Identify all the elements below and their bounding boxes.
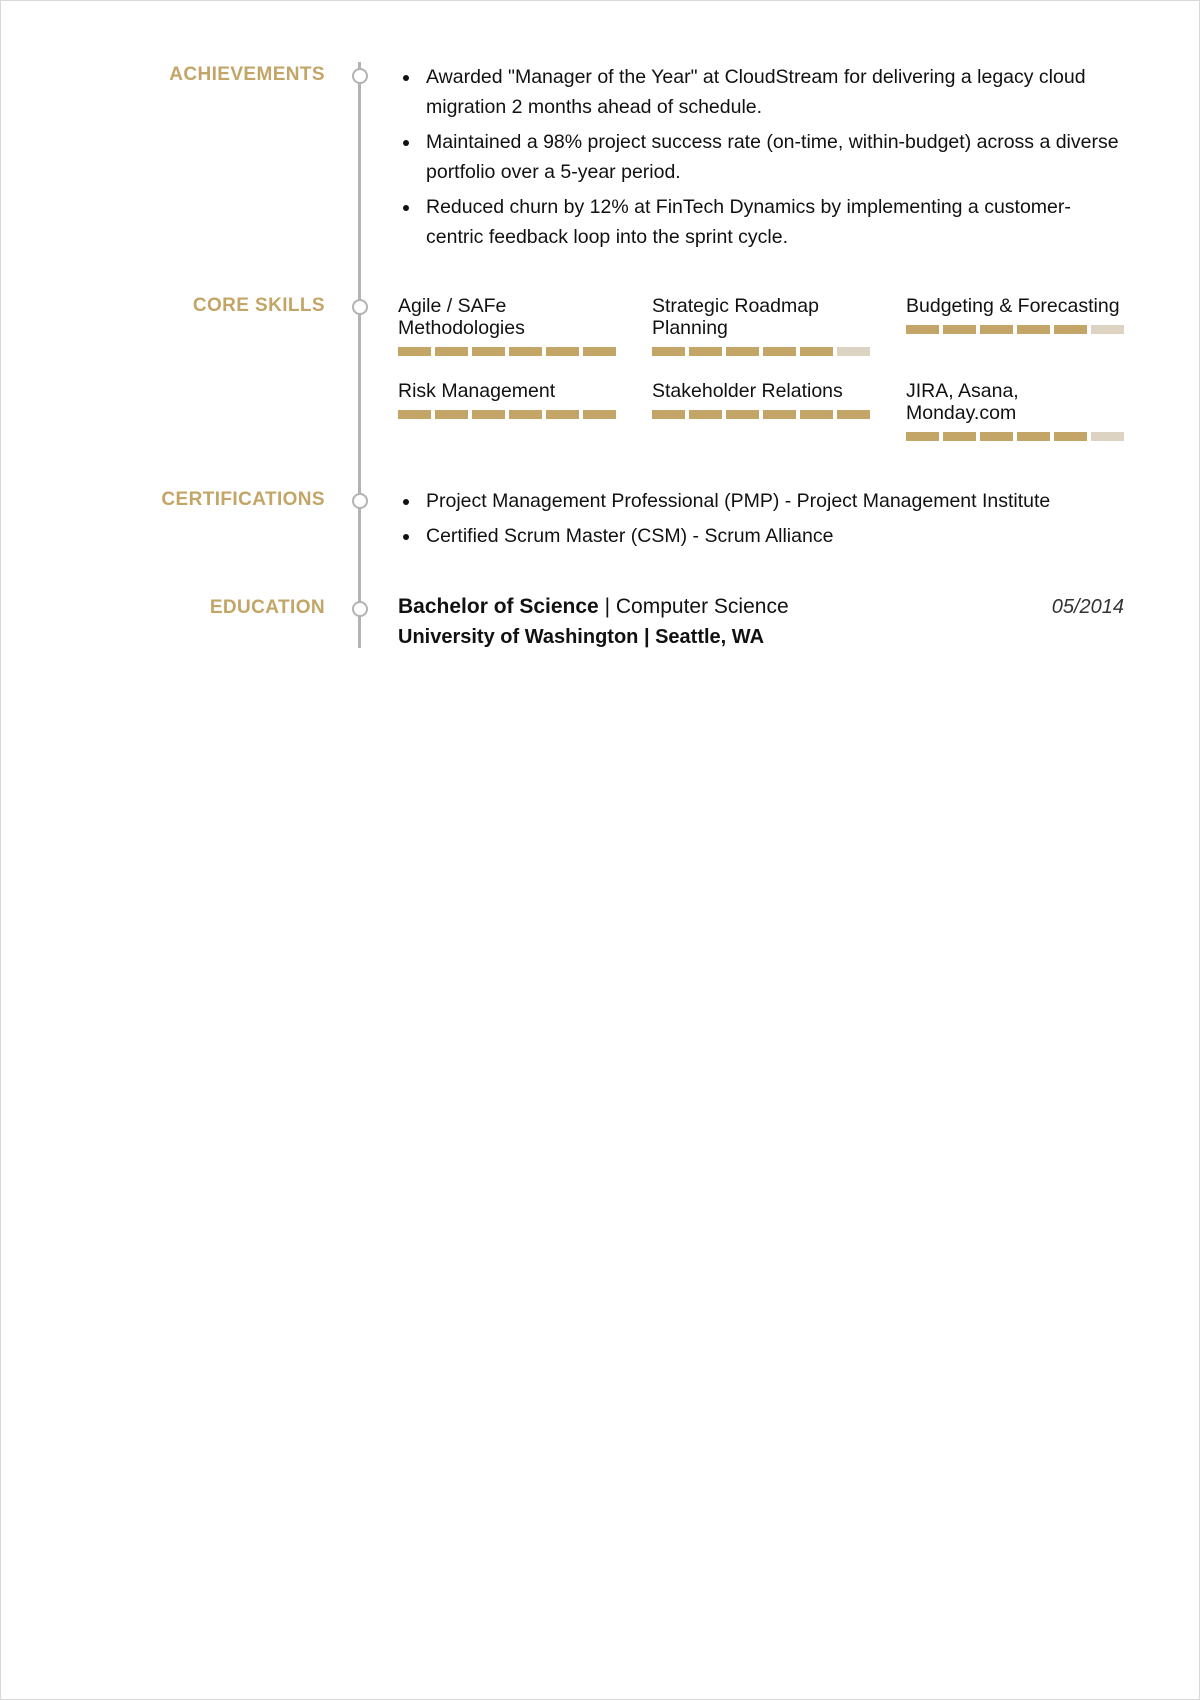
skill-level-segment-filled: [689, 410, 722, 419]
skill-level-segment-filled: [472, 347, 505, 356]
skill-level-segment-filled: [726, 347, 759, 356]
achievements-list: [398, 62, 1124, 252]
degree-field: Computer Science: [615, 595, 789, 618]
skill-level-segment-filled: [943, 325, 976, 334]
skills-grid: [398, 295, 1124, 441]
school-name: University of Washington | Seattle, WA: [398, 626, 765, 648]
skill-name: Stakeholder Relations: [652, 380, 843, 402]
skill-item: [652, 295, 870, 356]
skill-level-segment-filled: [1017, 325, 1050, 334]
skill-level-segment-filled: [800, 347, 833, 356]
list-item: Certified Scrum Master (CSM) - Scrum Alliance: [398, 521, 1124, 551]
skill-level-segment-empty: [1091, 325, 1124, 334]
skill-level-bar: [906, 325, 1124, 334]
timeline-node: [352, 601, 368, 617]
bullet-icon: [403, 534, 409, 540]
education-header: [398, 594, 1124, 624]
skill-name: Risk Management: [398, 380, 556, 402]
skill-level-segment-filled: [398, 410, 431, 419]
list-item: Reduced churn by 12% at FinTech Dynamics by implementing a customer-centric feedback loop into the sprint cycle.: [398, 192, 1124, 252]
skill-name: JIRA, Asana, Monday.com: [906, 380, 1019, 424]
bullet-icon: [403, 140, 409, 146]
timeline-node: [352, 493, 368, 509]
skill-level-segment-filled: [837, 410, 870, 419]
skill-level-segment-filled: [980, 432, 1013, 441]
bullet-icon: [403, 499, 409, 505]
skill-level-segment-filled: [652, 410, 685, 419]
certifications-list: [398, 486, 1124, 551]
timeline-line: [358, 62, 361, 648]
skill-level-segment-filled: [652, 347, 685, 356]
degree: [398, 595, 789, 618]
skill-level-segment-filled: [763, 410, 796, 419]
skill-level-bar: [652, 347, 870, 356]
bullet-icon: [403, 75, 409, 81]
skill-item: [906, 380, 1124, 441]
skill-level-segment-filled: [583, 410, 616, 419]
skill-level-segment-filled: [1017, 432, 1050, 441]
bullet-icon: [403, 205, 409, 211]
skill-level-bar: [652, 410, 870, 419]
section-title-certifications: CERTIFICATIONS: [161, 489, 325, 510]
skill-item: [398, 380, 616, 441]
skill-level-segment-filled: [906, 325, 939, 334]
skill-level-segment-filled: [943, 432, 976, 441]
degree-separator: |: [598, 595, 616, 618]
skill-level-bar: [906, 432, 1124, 441]
skill-level-segment-empty: [837, 347, 870, 356]
section-title-core-skills: CORE SKILLS: [192, 295, 325, 316]
list-item: Project Management Professional (PMP) - Project Management Institute: [398, 486, 1124, 516]
section-title-education: EDUCATION: [209, 597, 325, 618]
skill-level-segment-filled: [546, 347, 579, 356]
skill-level-bar: [398, 410, 616, 419]
degree-title: Bachelor of Science: [398, 595, 599, 618]
skill-level-segment-filled: [726, 410, 759, 419]
skill-level-segment-filled: [398, 347, 431, 356]
skill-item: [652, 380, 870, 441]
skill-level-segment-filled: [509, 347, 542, 356]
skill-name: Strategic Roadmap Planning: [652, 295, 819, 339]
skill-level-segment-filled: [509, 410, 542, 419]
skill-level-segment-filled: [472, 410, 505, 419]
skill-level-segment-filled: [435, 347, 468, 356]
skill-level-bar: [398, 347, 616, 356]
skill-level-segment-filled: [763, 347, 796, 356]
skill-level-segment-filled: [435, 410, 468, 419]
skill-name: Agile / SAFe Methodologies: [398, 295, 525, 339]
timeline-node: [352, 68, 368, 84]
skill-level-segment-filled: [800, 410, 833, 419]
skill-level-segment-filled: [906, 432, 939, 441]
skill-name: Budgeting & Forecasting: [906, 295, 1120, 317]
skill-level-segment-filled: [1054, 325, 1087, 334]
skill-level-segment-filled: [689, 347, 722, 356]
skill-level-segment-filled: [546, 410, 579, 419]
list-item: Maintained a 98% project success rate (on-time, within-budget) across a diverse portfolio over a 5-year period.: [398, 127, 1124, 187]
skill-level-segment-filled: [980, 325, 1013, 334]
list-item: Awarded "Manager of the Year" at CloudStream for delivering a legacy cloud migration 2 months ahead of schedule.: [398, 62, 1124, 122]
section-title-achievements: ACHIEVEMENTS: [169, 64, 325, 85]
education-date: 05/2014: [1051, 596, 1124, 618]
skill-level-segment-filled: [1054, 432, 1087, 441]
skill-level-segment-filled: [583, 347, 616, 356]
skill-item: [398, 295, 616, 356]
timeline-node: [352, 299, 368, 315]
skill-item: [906, 295, 1124, 356]
skill-level-segment-empty: [1091, 432, 1124, 441]
